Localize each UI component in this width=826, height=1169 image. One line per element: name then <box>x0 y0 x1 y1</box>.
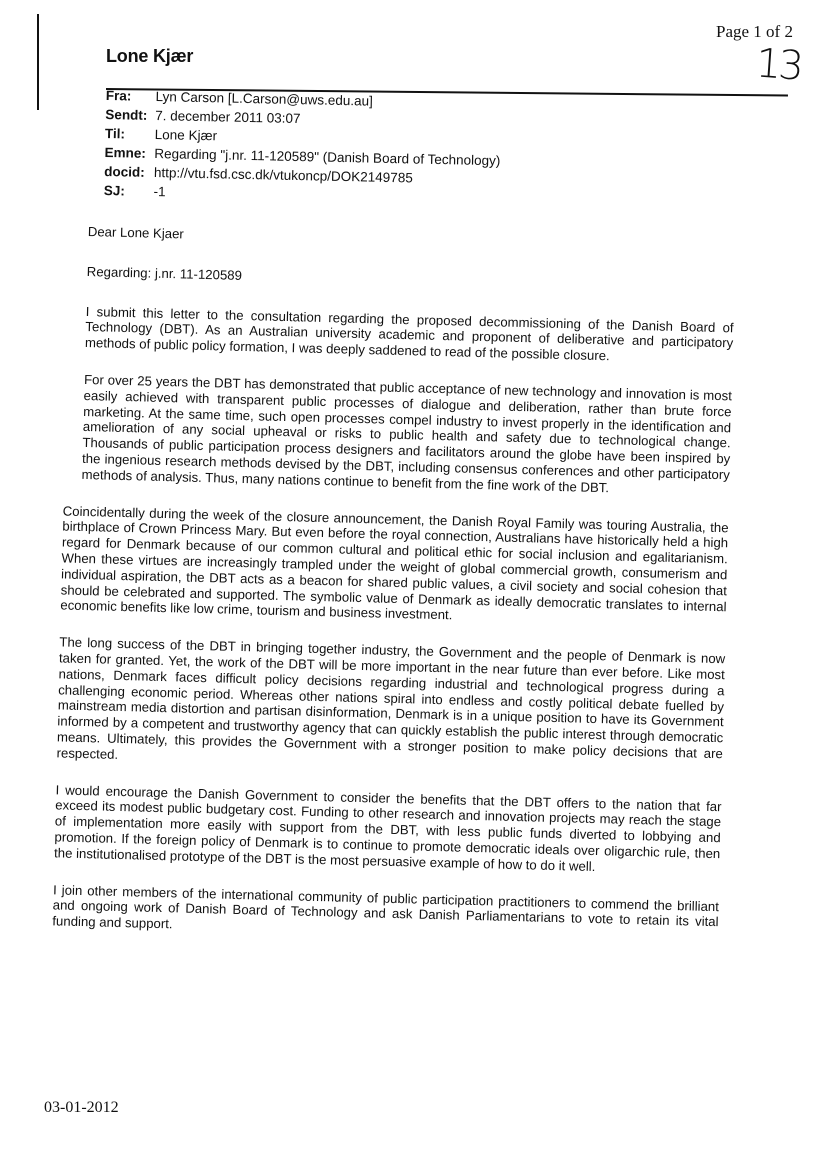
paragraph-intro: I submit this letter to the consultation regarding the proposed decommissioning of the Danish Board of Technology (DBT). As an Australian university academic and proponent of deliberative and participatory methods of public policy formation, I was deeply saddened to read of the possible closure. <box>84 303 734 364</box>
header-docid-value: http://vtu.fsd.csc.dk/vtukoncp/DOK2149785 <box>153 165 413 186</box>
header-sj-value: -1 <box>153 184 166 200</box>
header-docid-label: docid: <box>104 163 145 180</box>
header-from-label: Fra: <box>105 87 132 104</box>
margin-line <box>37 14 39 110</box>
greeting: Dear Lone Kjaer <box>87 224 185 242</box>
header-sent-value: 7. december 2011 03:07 <box>155 108 301 127</box>
handwritten-page-number: 13 <box>754 40 803 90</box>
paragraph-closing: I join other members of the international community of public participation practitioners to commend the brilliant and ongoing work of Danish Board of Technology and ask Danish Parliamentarians to vote to retain its vital funding and support. <box>52 881 720 932</box>
paragraph-history: For over 25 years the DBT has demonstrated that public acceptance of new technology and innovation is most easily achieved with transparent public processes of dialogue and deliberation, rather than brute force marketing. At the same time, such open processes compel industry to invest properly in the identification and amelioration of any social upheaval or risks to public health and safety due to technological change. Thousands of public participation process designers and facilitators around the globe have been inspired by the ingenious research methods devised by the DBT, including consensus conferences and other participatory methods of analysis. Thus, many nations continue to benefit from the fine work of the DBT. <box>81 371 733 496</box>
paragraph-royal-family: Coincidentally during the week of the closure announcement, the Danish Royal Family was touring Australia, the birthplace of Crown Princess Mary. But even before the royal connection, Australians have historically held a high regard for Denmark because of our common cultural and political ethic for social inclusion and egalitarianism. When these virtues are increasingly trampled under the weight of global commercial growth, consumerism and individual aspiration, the DBT acts as a beacon for shared public values, a civil society and social cohesion that should be celebrated and supported. The symbolic value of Denmark as ideally democratic translates to internal economic benefits like low crime, tourism and business investment. <box>60 503 729 623</box>
header-subject-label: Emne: <box>104 144 147 161</box>
regarding-line: Regarding: j.nr. 11-120589 <box>86 263 243 283</box>
email-headers <box>104 86 666 212</box>
header-subject-value: Regarding "j.nr. 11-120589" (Danish Board of Technology) <box>154 146 501 169</box>
paragraph-encourage: I would encourage the Danish Government to consider the benefits that the DBT offers to the nation that far exceed its modest public budgetary cost. Funding to other research and innovation projects may reach the stage of implementation more easily with support from the DBT, with less public funds diverted to lobbying and promotion. If the foreign policy of Denmark is to continue to promote democratic ideals over oligarchic rule, then the institutionalised prototype of the DBT is the most persuasive example of how to do it well. <box>53 781 722 874</box>
header-from-value: Lyn Carson [L.Carson@uws.edu.au] <box>155 89 373 109</box>
header-to-value: Lone Kjær <box>154 127 218 144</box>
header-sj-label: SJ: <box>103 182 125 199</box>
received-date-stamp: 03-01-2012 <box>44 1099 119 1116</box>
header-sent-label: Sendt: <box>105 106 148 123</box>
letter-body <box>52 224 736 967</box>
paragraph-success: The long success of the DBT in bringing together industry, the Government and the people of Denmark is now taken for granted. Yet, the work of the DBT will be more important in the near future than ever before. Like most nations, Denmark faces difficult policy decisions regarding industrial and technological progress during a challenging economic period. Whereas other nations spiral into endless and costly political debate fuelled by mainstream media distortion and partisan disinformation, Denmark is in a unique position to have its Government informed by a competent and trustworthy agency that can quickly establish the public interest through democratic means. Ultimately, this provides the Government with a stronger position to make policy decisions that are respected. <box>56 634 726 762</box>
header-to-label: Til: <box>104 125 126 142</box>
page-number: Page 1 of 2 <box>716 22 793 41</box>
sender-name: Lone Kjær <box>106 46 194 66</box>
